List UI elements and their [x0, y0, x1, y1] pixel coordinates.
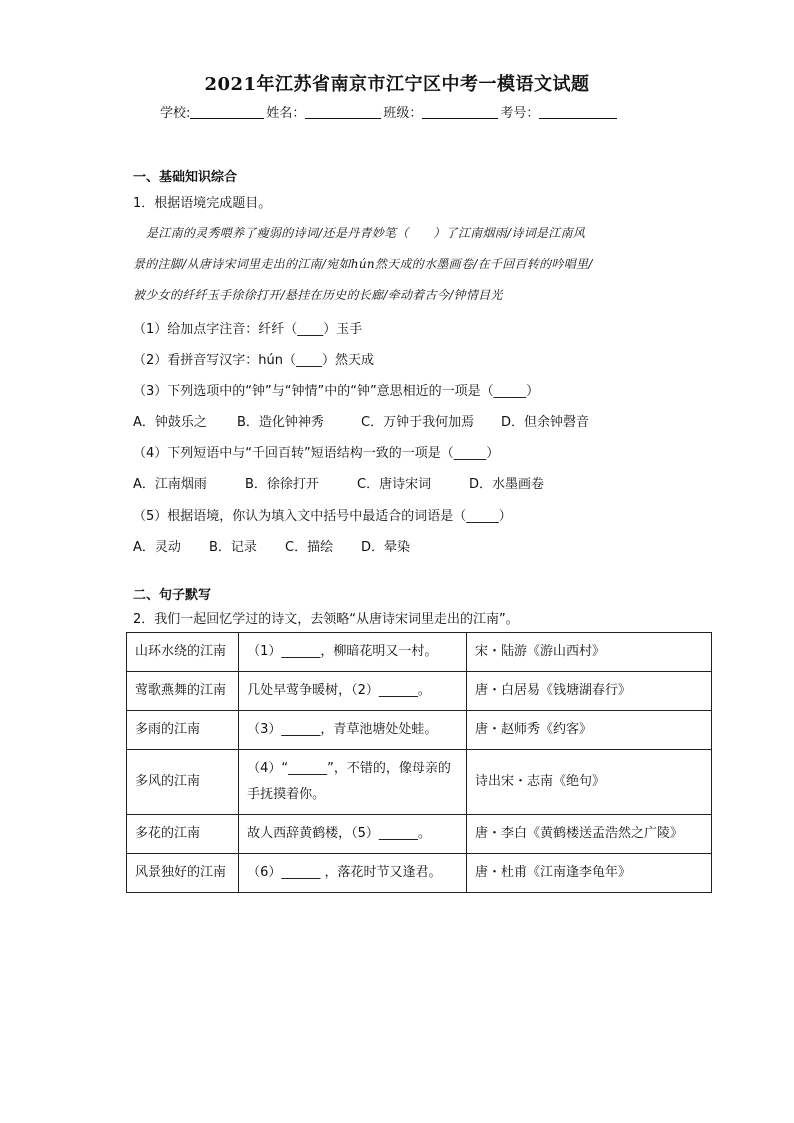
- name-label: 姓名：: [266, 106, 306, 121]
- table-row: [127, 854, 712, 893]
- class-label: 班级：: [383, 106, 423, 121]
- sub-question-1: （1）给加点字注音：纤纤（____）玉手: [133, 322, 363, 337]
- section-2-heading: 二、句子默写: [133, 588, 212, 603]
- source-cell: 唐・赵师秀《约客》: [467, 711, 712, 750]
- verse-cell: （3）______，青草池塘处处蛙。: [239, 711, 467, 750]
- sub-question-4: （4）下列短语中与“千回百转”短语结构一致的一项是（_____）: [133, 446, 500, 461]
- question-2-stem: 2．我们一起回忆学过的诗文，去领略“从唐诗宋词里走出的江南”。: [133, 612, 519, 627]
- student-info-line: [160, 102, 619, 121]
- option-d: D．晕染: [361, 540, 411, 555]
- table-row: [127, 633, 712, 672]
- passage-line-3: 被少女的纤纤玉手徐徐打开/悬挂在历史的长廊/牵动着古今/钟情目光: [133, 288, 503, 302]
- sub-question-5-options: [133, 536, 410, 555]
- option-a: A．江南烟雨: [133, 477, 207, 492]
- source-cell: 宋・陆游《游山西村》: [467, 633, 712, 672]
- theme-cell: 多雨的江南: [127, 711, 239, 750]
- source-cell: 唐・白居易《钱塘湖春行》: [467, 672, 712, 711]
- option-b: B．徐徐打开: [245, 477, 319, 492]
- exam-number-blank: [539, 105, 617, 119]
- verse-cell: （1）______，柳暗花明又一村。: [239, 633, 467, 672]
- option-c: C．万钟于我何加焉: [361, 415, 475, 430]
- poem-recitation-table: [126, 632, 712, 893]
- table-row: [127, 815, 712, 854]
- sub-question-3: （3）下列选项中的“钟”与“钟情”中的“钟”意思相近的一项是（_____）: [133, 384, 540, 399]
- sub-question-3-options: [133, 411, 589, 430]
- question-1-stem: 1．根据语境完成题目。: [133, 196, 272, 211]
- source-cell: 唐・李白《黄鹤楼送孟浩然之广陵》: [467, 815, 712, 854]
- verse-cell: （4）“______”，不错的，像母亲的手抚摸着你。: [239, 750, 467, 815]
- theme-cell: 山环水绕的江南: [127, 633, 239, 672]
- option-d: D．水墨画卷: [469, 477, 545, 492]
- verse-cell: 故人西辞黄鹤楼，（5）______。: [239, 815, 467, 854]
- theme-cell: 多花的江南: [127, 815, 239, 854]
- exam-number-label: 考号：: [500, 106, 540, 121]
- sub-question-4-options: [133, 473, 544, 492]
- passage-line-1: 是江南的灵秀喂养了瘦弱的诗词/还是丹青妙笔（ ）了江南烟雨/诗词是江南风: [146, 226, 586, 240]
- option-b: B．造化钟神秀: [237, 415, 324, 430]
- school-label: 学校:: [160, 106, 191, 121]
- school-blank: [190, 105, 264, 119]
- option-c: C．描绘: [285, 540, 334, 555]
- option-a: A．钟鼓乐之: [133, 415, 207, 430]
- source-cell: 诗出宋・志南《绝句》: [467, 750, 712, 815]
- table-row: [127, 711, 712, 750]
- class-blank: [422, 105, 498, 119]
- verse-cell: （6）______ ，落花时节又逢君。: [239, 854, 467, 893]
- table-row: [127, 672, 712, 711]
- sub-question-5: （5）根据语境，你认为填入文中括号中最适合的词语是（_____）: [133, 509, 512, 524]
- source-cell: 唐・杜甫《江南逢李龟年》: [467, 854, 712, 893]
- theme-cell: 多风的江南: [127, 750, 239, 815]
- section-1-heading: 一、基础知识综合: [133, 170, 238, 185]
- option-c: C．唐诗宋词: [357, 477, 432, 492]
- sub-question-2: （2）看拼音写汉字：hún（____）然天成: [133, 353, 374, 368]
- name-blank: [305, 105, 381, 119]
- option-d: D．但余钟磬音: [501, 415, 590, 430]
- passage-line-2: 景的注脚/从唐诗宋词里走出的江南/宛如hún然天成的水墨画卷/在千回百转的吟唱里/: [133, 257, 593, 271]
- theme-cell: 风景独好的江南: [127, 854, 239, 893]
- table-row: [127, 750, 712, 815]
- exam-title: 2021年江苏省南京市江宁区中考一模语文试题: [204, 74, 590, 95]
- option-b: B．记录: [209, 540, 257, 555]
- verse-cell: 几处早莺争暖树，（2）______。: [239, 672, 467, 711]
- theme-cell: 莺歌燕舞的江南: [127, 672, 239, 711]
- option-a: A．灵动: [133, 540, 181, 555]
